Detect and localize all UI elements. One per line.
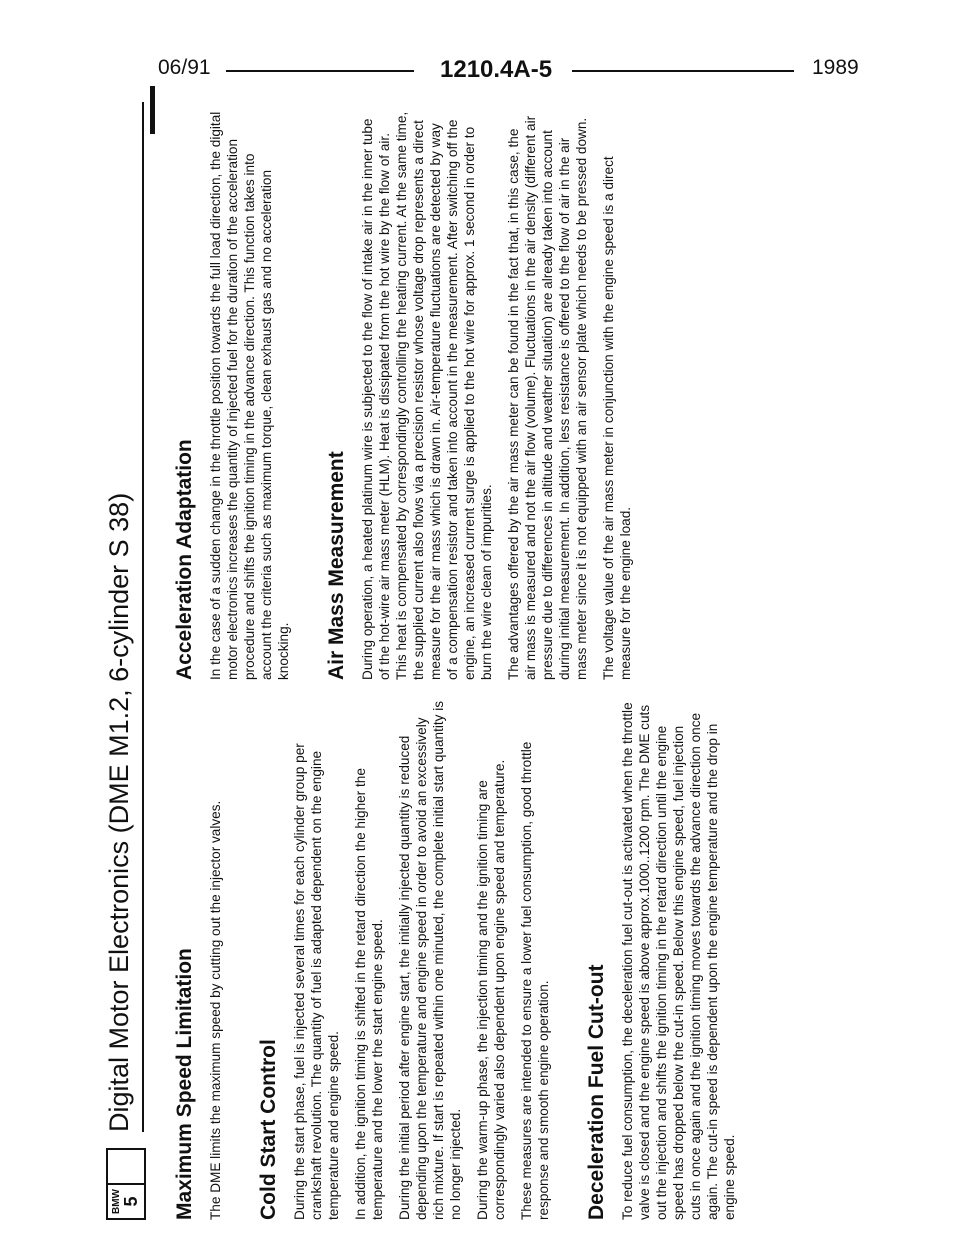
rotated-page-content xyxy=(100,100,920,1220)
series-number: 5 xyxy=(121,1196,141,1207)
air-mass-paragraph-1: During operation, a heated platinum wire is subjected to the flow of intake air in the inner tube of the hot-wire air mass meter (HLM). Heat is dissipated from the hot wire by the flow of air. This heat is compensated by correspondingly controlling the heating current. At the same time, the supplied current also flows via a precision resistor whose voltage drop represents a direct measure for the air mass which is drawn in. Air-temperature fluctuations are detected by way of a compensation resistor and taken into account in the measurement. After switching off the engine, an increased current surge is applied to the hot wire for approx. 1 second in order to burn the wire clean of impurities. xyxy=(360,111,494,680)
section-title-max-speed: Maximum Speed Limitation xyxy=(173,948,196,1220)
header-rule-left xyxy=(226,70,414,72)
document-title: Digital Motor Electronics (DME M1.2, 6-cylinder S 38) xyxy=(104,492,134,1132)
bmw-logo-box xyxy=(106,1183,146,1220)
section-title-decel-cutout: Deceleration Fuel Cut-out xyxy=(585,964,608,1220)
air-mass-paragraph-2: The advantages offered by the air mass meter can be found in the fact that, in this case, the air mass is measured and not the air flow (volume). Fluctuations in the air density (different air pressure due to differences in altitude and weather situation) are already taken into account during initial measurement. In addition, less resistance is offered to the flow of air in the air mass meter since it is not equipped with an air sensor plate which needs to be pressed down. xyxy=(506,115,589,680)
max-speed-paragraph: The DME limits the maximum speed by cutting out the injector valves. xyxy=(208,800,223,1220)
header-rule-right xyxy=(572,70,794,72)
badge-empty-box xyxy=(106,1148,146,1185)
section-title-accel-adapt: Acceleration Adaptation xyxy=(173,439,196,680)
header-page-number: 1210.4A-5 xyxy=(440,56,553,83)
page-header xyxy=(0,56,960,96)
decel-cutout-paragraph: To reduce fuel consumption, the deceleration fuel cut-out is activated when the throttle valve is closed and the engine speed is above approx.1000..1200 rpm. The DME cuts out the injection and shifts the ignition timing in the retard direction until the engine speed has dropped below the cut-in speed. Below this engine speed, fuel injection cuts in once again and the ignition timing moves towards the advance direction once again. The cut-in speed is dependent upon the engine temperature and the drop in engine speed. xyxy=(620,702,737,1220)
left-column xyxy=(168,700,748,1220)
title-underline xyxy=(142,102,144,1132)
bmw-logo-text: BMW xyxy=(111,1189,122,1214)
cold-start-paragraph-2: In addition, the ignition timing is shifted in the retard direction the higher the temperature and the lower the start engine speed. xyxy=(353,768,385,1220)
section-title-cold-start: Cold Start Control xyxy=(257,1039,280,1220)
cold-start-paragraph-4: During the warm-up phase, the injection timing and the ignition timing are correspondingly varied also dependent upon engine speed and temperature. xyxy=(475,759,507,1220)
cold-start-paragraph-1: During the start phase, fuel is injected several times for each cylinder group per crankshaft revolution. The quantity of fuel is adapted dependent on the engine temperature and engine speed. xyxy=(292,743,341,1220)
air-mass-paragraph-3: The voltage value of the air mass meter in conjunction with the engine speed is a direct measure for the engine load. xyxy=(601,156,633,680)
cold-start-paragraph-3: During the initial period after engine start, the initially injected quantity is reduced depending upon the temperature and engine speed in order to avoid an excessively rich mixture. If start is repeated within one minuted, the complete initial start quantity is no longer injected. xyxy=(397,700,463,1220)
right-column xyxy=(168,110,644,680)
cold-start-paragraph-5: These measures are intended to ensure a lower fuel consumption, good throttle response and smooth engine operation. xyxy=(519,741,551,1220)
header-date: 06/91 xyxy=(158,56,211,79)
bmw-series-badge xyxy=(106,1150,144,1220)
header-year: 1989 xyxy=(812,56,859,79)
brand-bar xyxy=(100,100,160,1220)
accel-adapt-paragraph: In the case of a sudden change in the throttle position towards the full load direction, the digital motor electronics increases the quantity of injected fuel for the duration of the acceleration procedure and shifts the ignition timing in the advance direction. This function takes into account the criteria such as maximum torque, clean exhaust gas and no acceleration knocking. xyxy=(208,111,291,680)
section-title-air-mass: Air Mass Measurement xyxy=(325,451,348,680)
